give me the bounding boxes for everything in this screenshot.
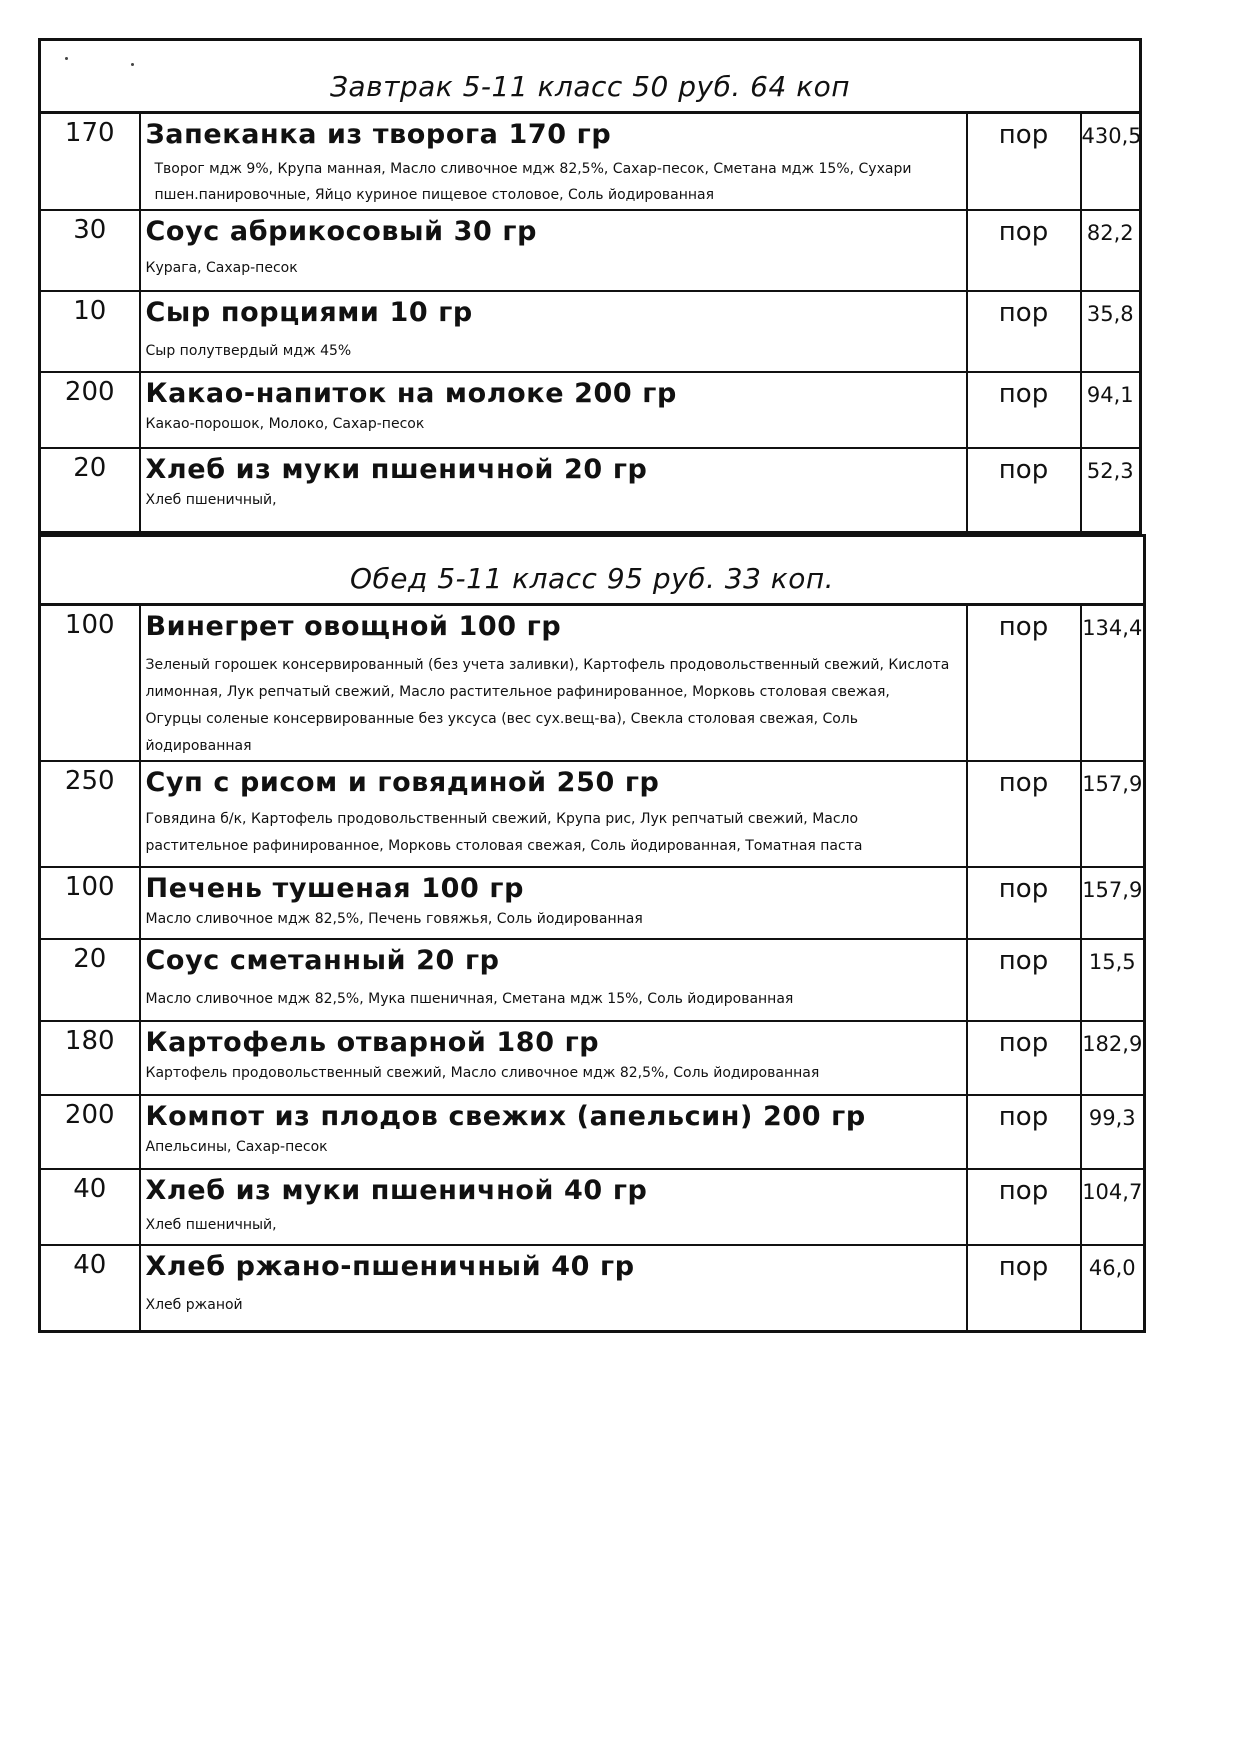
price-value: 94,1 [1086,383,1134,407]
portion-weight: 180 [64,1026,115,1056]
unit-label: пор [998,1028,1049,1058]
price-cell [1081,372,1141,448]
price-cell [1081,606,1145,761]
price-value: 52,3 [1086,459,1134,483]
dish-cell [140,210,967,291]
unit-cell [967,291,1081,372]
breakfast-title: Завтрак 5-11 класс 50 руб. 64 коп [329,70,851,103]
weight-cell [40,606,140,761]
dish-name: Соус абрикосовый 30 гр [145,216,538,247]
price-cell [1081,867,1145,939]
portion-weight: 170 [64,118,115,148]
dish-cell [140,939,967,1021]
lunch-header [38,534,1146,606]
portion-weight: 20 [73,453,107,483]
dish-ingredients: Апельсины, Сахар-песок [145,1139,328,1155]
breakfast-section [38,38,1142,534]
portion-weight: 100 [64,610,115,640]
portion-weight: 250 [64,766,115,796]
unit-cell [967,114,1081,210]
price-cell [1081,448,1141,532]
dish-ingredients: Хлеб пшеничный, [145,1217,277,1233]
weight-cell [40,372,140,448]
dish-ingredients: Картофель продовольственный свежий, Масло сливочное мдж 82,5%, Соль йодированная [145,1065,820,1081]
price-cell [1081,1021,1145,1095]
dish-ingredients: Масло сливочное мдж 82,5%, Печень говяжья, Соль йодированная [145,911,643,927]
unit-label: пор [998,379,1049,409]
dish-cell [140,291,967,372]
dish-name: Соус сметанный 20 гр [145,945,500,976]
dish-cell [140,372,967,448]
unit-cell [967,1095,1081,1169]
weight-cell [40,210,140,291]
price-cell [1081,1245,1145,1331]
dish-ingredients: Хлеб ржаной [145,1297,243,1313]
dish-cell [140,1245,967,1331]
unit-cell [967,1021,1081,1095]
dish-ingredients: Говядина б/к, Картофель продовольственный свежий, Крупа рис, Лук репчатый свежий, Масло растительное рафинированное, Морковь столовая свежая, Соль йодированная, Томатная паста [145,811,863,854]
unit-label: пор [998,120,1049,150]
unit-cell [967,210,1081,291]
dish-name: Сыр порциями 10 гр [145,297,473,328]
unit-cell [967,939,1081,1021]
table-row [40,372,1141,448]
unit-label: пор [998,455,1049,485]
breakfast-header [38,38,1142,114]
unit-cell [967,1169,1081,1245]
dish-name: Картофель отварной 180 гр [145,1027,600,1058]
unit-label: пор [998,298,1049,328]
price-value: 35,8 [1086,302,1134,326]
portion-weight: 10 [73,296,107,326]
scan-speck [65,57,68,60]
price-cell [1081,114,1141,210]
dish-cell [140,114,967,210]
dish-ingredients: Творог мдж 9%, Крупа манная, Масло сливочное мдж 82,5%, Сахар-песок, Сметана мдж 15%, Сухари пшен.панировочные, Яйцо куриное пищевое столовое, Соль йодированная [154,161,912,203]
unit-label: пор [998,1176,1049,1206]
table-row [40,114,1141,210]
dish-name: Печень тушеная 100 гр [145,873,525,904]
breakfast-table [38,114,1142,534]
price-cell [1081,761,1145,867]
dish-name: Компот из плодов свежих (апельсин) 200 гр [145,1101,866,1132]
dish-name: Хлеб ржано-пшеничный 40 гр [145,1251,635,1282]
price-value: 430,5 [1081,124,1142,148]
lunch-title: Обед 5-11 класс 95 руб. 33 коп. [349,562,835,595]
table-row [40,291,1141,372]
weight-cell [40,761,140,867]
unit-label: пор [998,217,1049,247]
unit-label: пор [998,768,1049,798]
dish-cell [140,761,967,867]
unit-cell [967,372,1081,448]
unit-cell [967,1245,1081,1331]
dish-name: Суп с рисом и говядиной 250 гр [145,767,660,798]
price-cell [1081,1095,1145,1169]
portion-weight: 100 [64,872,115,902]
price-value: 82,2 [1086,221,1134,245]
dish-name: Хлеб из муки пшеничной 40 гр [145,1175,648,1206]
dish-cell [140,448,967,532]
table-row [40,606,1145,761]
portion-weight: 30 [73,215,107,245]
unit-label: пор [998,612,1049,642]
table-row [40,210,1141,291]
price-value: 46,0 [1088,1256,1136,1280]
price-cell [1081,291,1141,372]
dish-name: Винегрет овощной 100 гр [145,611,562,642]
table-row [40,867,1145,939]
lunch-section [38,534,1146,1333]
price-value: 99,3 [1088,1106,1136,1130]
unit-cell [967,761,1081,867]
price-cell [1081,1169,1145,1245]
dish-name: Хлеб из муки пшеничной 20 гр [145,454,648,485]
portion-weight: 20 [73,944,107,974]
dish-ingredients: Зеленый горошек консервированный (без учета заливки), Картофель продовольственный свежий, Кислота лимонная, Лук репчатый свежий, Масло растительное рафинированное, Морковь столовая свежая, Огурцы соленые консервированные без уксуса (вес сух.вещ-ва), Свекла столовая свежая, Соль йодированная [145,657,950,754]
price-value: 134,4 [1082,616,1143,640]
table-row [40,448,1141,532]
dish-ingredients: Хлеб пшеничный, [145,492,277,508]
unit-cell [967,606,1081,761]
table-row [40,1095,1145,1169]
price-value: 15,5 [1088,950,1136,974]
portion-weight: 200 [64,377,115,407]
weight-cell [40,867,140,939]
portion-weight: 40 [73,1174,107,1204]
unit-label: пор [998,874,1049,904]
portion-weight: 40 [73,1250,107,1280]
table-row [40,1169,1145,1245]
table-row [40,1245,1145,1331]
weight-cell [40,114,140,210]
unit-cell [967,448,1081,532]
weight-cell [40,448,140,532]
price-cell [1081,210,1141,291]
unit-cell [967,867,1081,939]
table-row [40,761,1145,867]
price-value: 157,9 [1082,772,1143,796]
dish-name: Запеканка из творога 170 гр [145,119,612,150]
weight-cell [40,939,140,1021]
weight-cell [40,291,140,372]
weight-cell [40,1021,140,1095]
weight-cell [40,1169,140,1245]
table-row [40,1021,1145,1095]
dish-name: Какао-напиток на молоке 200 гр [145,378,677,409]
dish-ingredients: Какао-порошок, Молоко, Сахар-песок [145,416,425,432]
dish-ingredients: Курага, Сахар-песок [145,260,298,276]
scan-speck [131,63,134,66]
dish-cell [140,1169,967,1245]
price-value: 157,9 [1082,878,1143,902]
dish-cell [140,1095,967,1169]
lunch-table [38,606,1146,1333]
dish-cell [140,606,967,761]
weight-cell [40,1095,140,1169]
table-row [40,939,1145,1021]
price-value: 182,9 [1082,1032,1143,1056]
dish-ingredients: Масло сливочное мдж 82,5%, Мука пшеничная, Сметана мдж 15%, Соль йодированная [145,991,794,1007]
dish-cell [140,867,967,939]
dish-ingredients: Сыр полутвердый мдж 45% [145,343,352,359]
price-cell [1081,939,1145,1021]
portion-weight: 200 [64,1100,115,1130]
weight-cell [40,1245,140,1331]
unit-label: пор [998,946,1049,976]
dish-cell [140,1021,967,1095]
price-value: 104,7 [1082,1180,1143,1204]
unit-label: пор [998,1252,1049,1282]
unit-label: пор [998,1102,1049,1132]
